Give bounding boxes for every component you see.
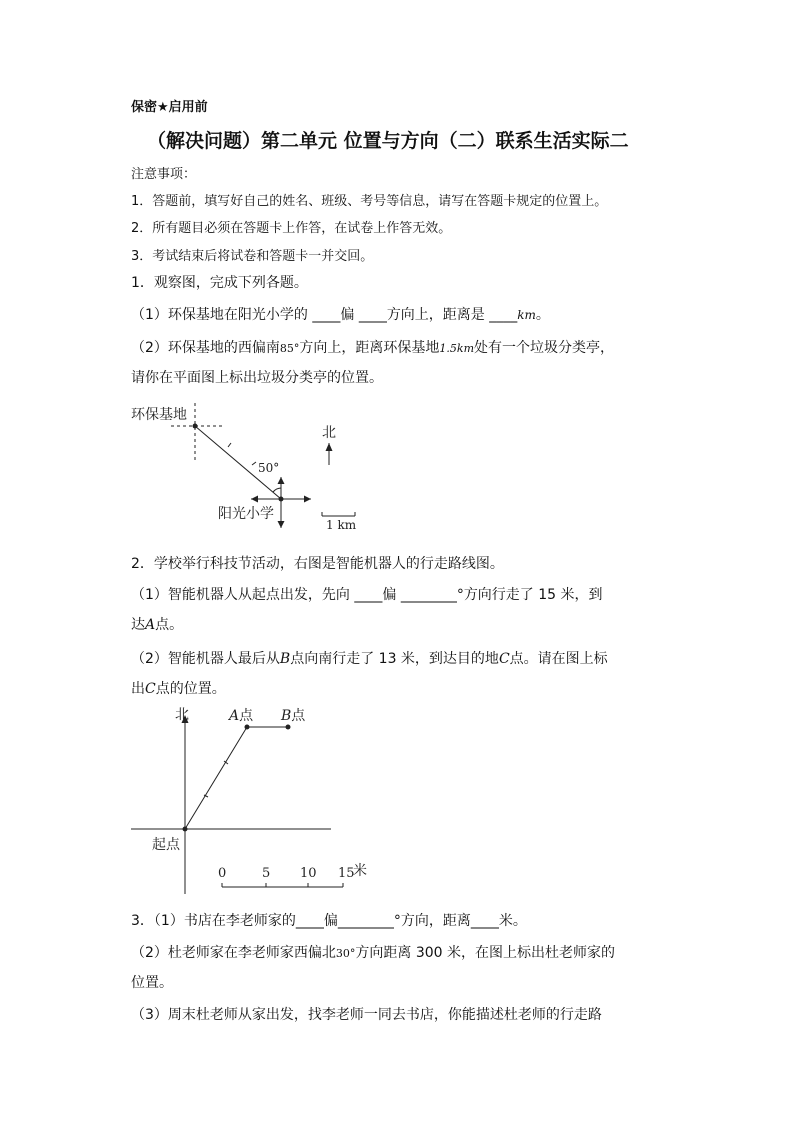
point-letter: C: [145, 681, 156, 697]
label-a-letter: A: [229, 708, 240, 724]
label-school: 阳光小学: [218, 506, 274, 522]
q1-stem: 1．观察图，完成下列各题。: [131, 275, 308, 291]
label-b: [280, 707, 306, 724]
notice-heading: 注意事项：: [131, 167, 197, 182]
q2-part1-line2: [131, 614, 183, 634]
q1-figure: [125, 395, 385, 545]
q2-text: 点的位置。: [155, 681, 226, 697]
label-b-letter: B: [281, 708, 292, 724]
q1-part1: [131, 304, 550, 324]
label-a-suffix: 点: [239, 708, 254, 724]
base-point: [193, 424, 198, 429]
north-label: 北: [175, 707, 189, 723]
notice-item: 2．所有题目必须在答题卡上作答，在试卷上作答无效。: [131, 221, 452, 236]
route-start-to-a: [185, 727, 247, 829]
answer-blank[interactable]: ________: [400, 587, 457, 603]
notice-item: 3．考试结束后将试卷和答题卡一并交回。: [131, 249, 374, 264]
angle-value: 30°: [335, 947, 356, 960]
distance-value: 1.5km: [439, 342, 475, 355]
label-b-suffix: 点: [291, 708, 306, 724]
answer-blank[interactable]: ____: [312, 307, 341, 323]
q3-text: （2）杜老师家在李老师家西偏北: [131, 945, 336, 961]
q2-text: 点。: [155, 617, 184, 633]
scale-label: 1 km: [326, 518, 357, 532]
arrowhead-west: [251, 496, 258, 503]
label-base: 环保基地: [131, 407, 187, 423]
angle-value: 85°: [279, 342, 300, 355]
q2-text: 点向南行走了 13 米，到达目的地: [290, 651, 499, 667]
q2-part2-line2: [131, 678, 226, 698]
answer-blank[interactable]: ________: [337, 913, 394, 929]
q2-part2: [131, 648, 608, 668]
north-arrowhead: [326, 443, 333, 451]
q3-part3: （3）周末杜老师从家出发，找李老师一同去书店，你能描述杜老师的行走路: [131, 1007, 602, 1023]
q1-part2-text: 方向上，距离环保基地: [299, 340, 440, 356]
q3-text: 米。: [498, 913, 527, 929]
q3-part1: [131, 910, 527, 930]
point-letter: A: [145, 617, 156, 633]
label-a: [227, 707, 254, 724]
q2-part1-text: 偏: [382, 587, 401, 603]
q1-part2-text: 处有一个垃圾分类亭，: [474, 340, 615, 356]
arrowhead-south: [278, 521, 285, 528]
q3-text: 偏: [323, 913, 338, 929]
answer-blank[interactable]: ____: [358, 307, 387, 323]
answer-blank[interactable]: ____: [470, 913, 499, 929]
q2-part1-text: （1）智能机器人从起点出发，先向: [131, 587, 355, 603]
scale-tick-label: 5: [262, 866, 271, 881]
arrowhead-east: [304, 496, 311, 503]
q1-part1-text: 偏: [340, 307, 359, 323]
q2-text: 点。请在图上标: [509, 651, 608, 667]
q3-text: 方向距离 300 米，在图上标出杜老师家的: [355, 945, 616, 961]
notice-item: 1．答题前，填写好自己的姓名、班级、考号等信息，请写在答题卡规定的位置上。: [131, 194, 608, 209]
q3-part2-line2: 位置。: [131, 975, 173, 991]
q1-part1-text: 方向上，距离是: [386, 307, 490, 323]
north-label: 北: [322, 425, 336, 441]
scale-tick-label: 15: [338, 866, 355, 881]
page-title: （解决问题）第二单元 位置与方向（二）联系生活实际二: [147, 130, 629, 152]
q2-part1: [131, 584, 603, 604]
q2-text: （2）智能机器人最后从: [131, 651, 280, 667]
confidential-label: 保密★启用前: [131, 100, 208, 115]
q2-figure: [125, 700, 385, 900]
point-b: [286, 725, 291, 730]
q1-part2-line2: 请你在平面图上标出垃圾分类亭的位置。: [131, 370, 383, 386]
q1-part1-text: 。: [535, 307, 550, 323]
answer-blank[interactable]: ____: [295, 913, 324, 929]
point-letter: B: [279, 651, 291, 667]
point-letter: C: [498, 651, 510, 667]
unit-km: km: [517, 308, 536, 322]
q1-part2-text: （2）环保基地的西偏南: [131, 340, 280, 356]
school-point: [279, 497, 284, 502]
q2-text: 达: [131, 617, 145, 633]
point-a: [245, 725, 250, 730]
angle-arc: [273, 488, 281, 492]
q1-part1-text: （1）环保基地在阳光小学的: [131, 307, 313, 323]
q1-part2: [131, 337, 614, 357]
arrowhead-north: [278, 477, 285, 484]
scale-tick-label: 0: [218, 866, 227, 881]
answer-blank[interactable]: ____: [354, 587, 383, 603]
q2-text: 出: [131, 681, 145, 697]
scale-unit: 米: [353, 863, 367, 879]
scale-tick: [252, 462, 256, 465]
scale-tick-label: 10: [300, 866, 317, 881]
start-point: [183, 827, 188, 832]
scale-tick: [228, 443, 231, 447]
answer-blank[interactable]: ____: [489, 307, 518, 323]
q3-part2: [131, 942, 615, 962]
q3-text: °方向，距离: [393, 913, 471, 929]
q2-part1-text: °方向行走了 15 米，到: [456, 587, 603, 603]
angle-label: 50°: [258, 461, 280, 475]
q2-stem: 2．学校举行科技节活动，右图是智能机器人的行走路线图。: [131, 556, 504, 572]
q3-text: 3．（1）书店在李老师家的: [131, 913, 296, 929]
start-label: 起点: [152, 837, 180, 853]
